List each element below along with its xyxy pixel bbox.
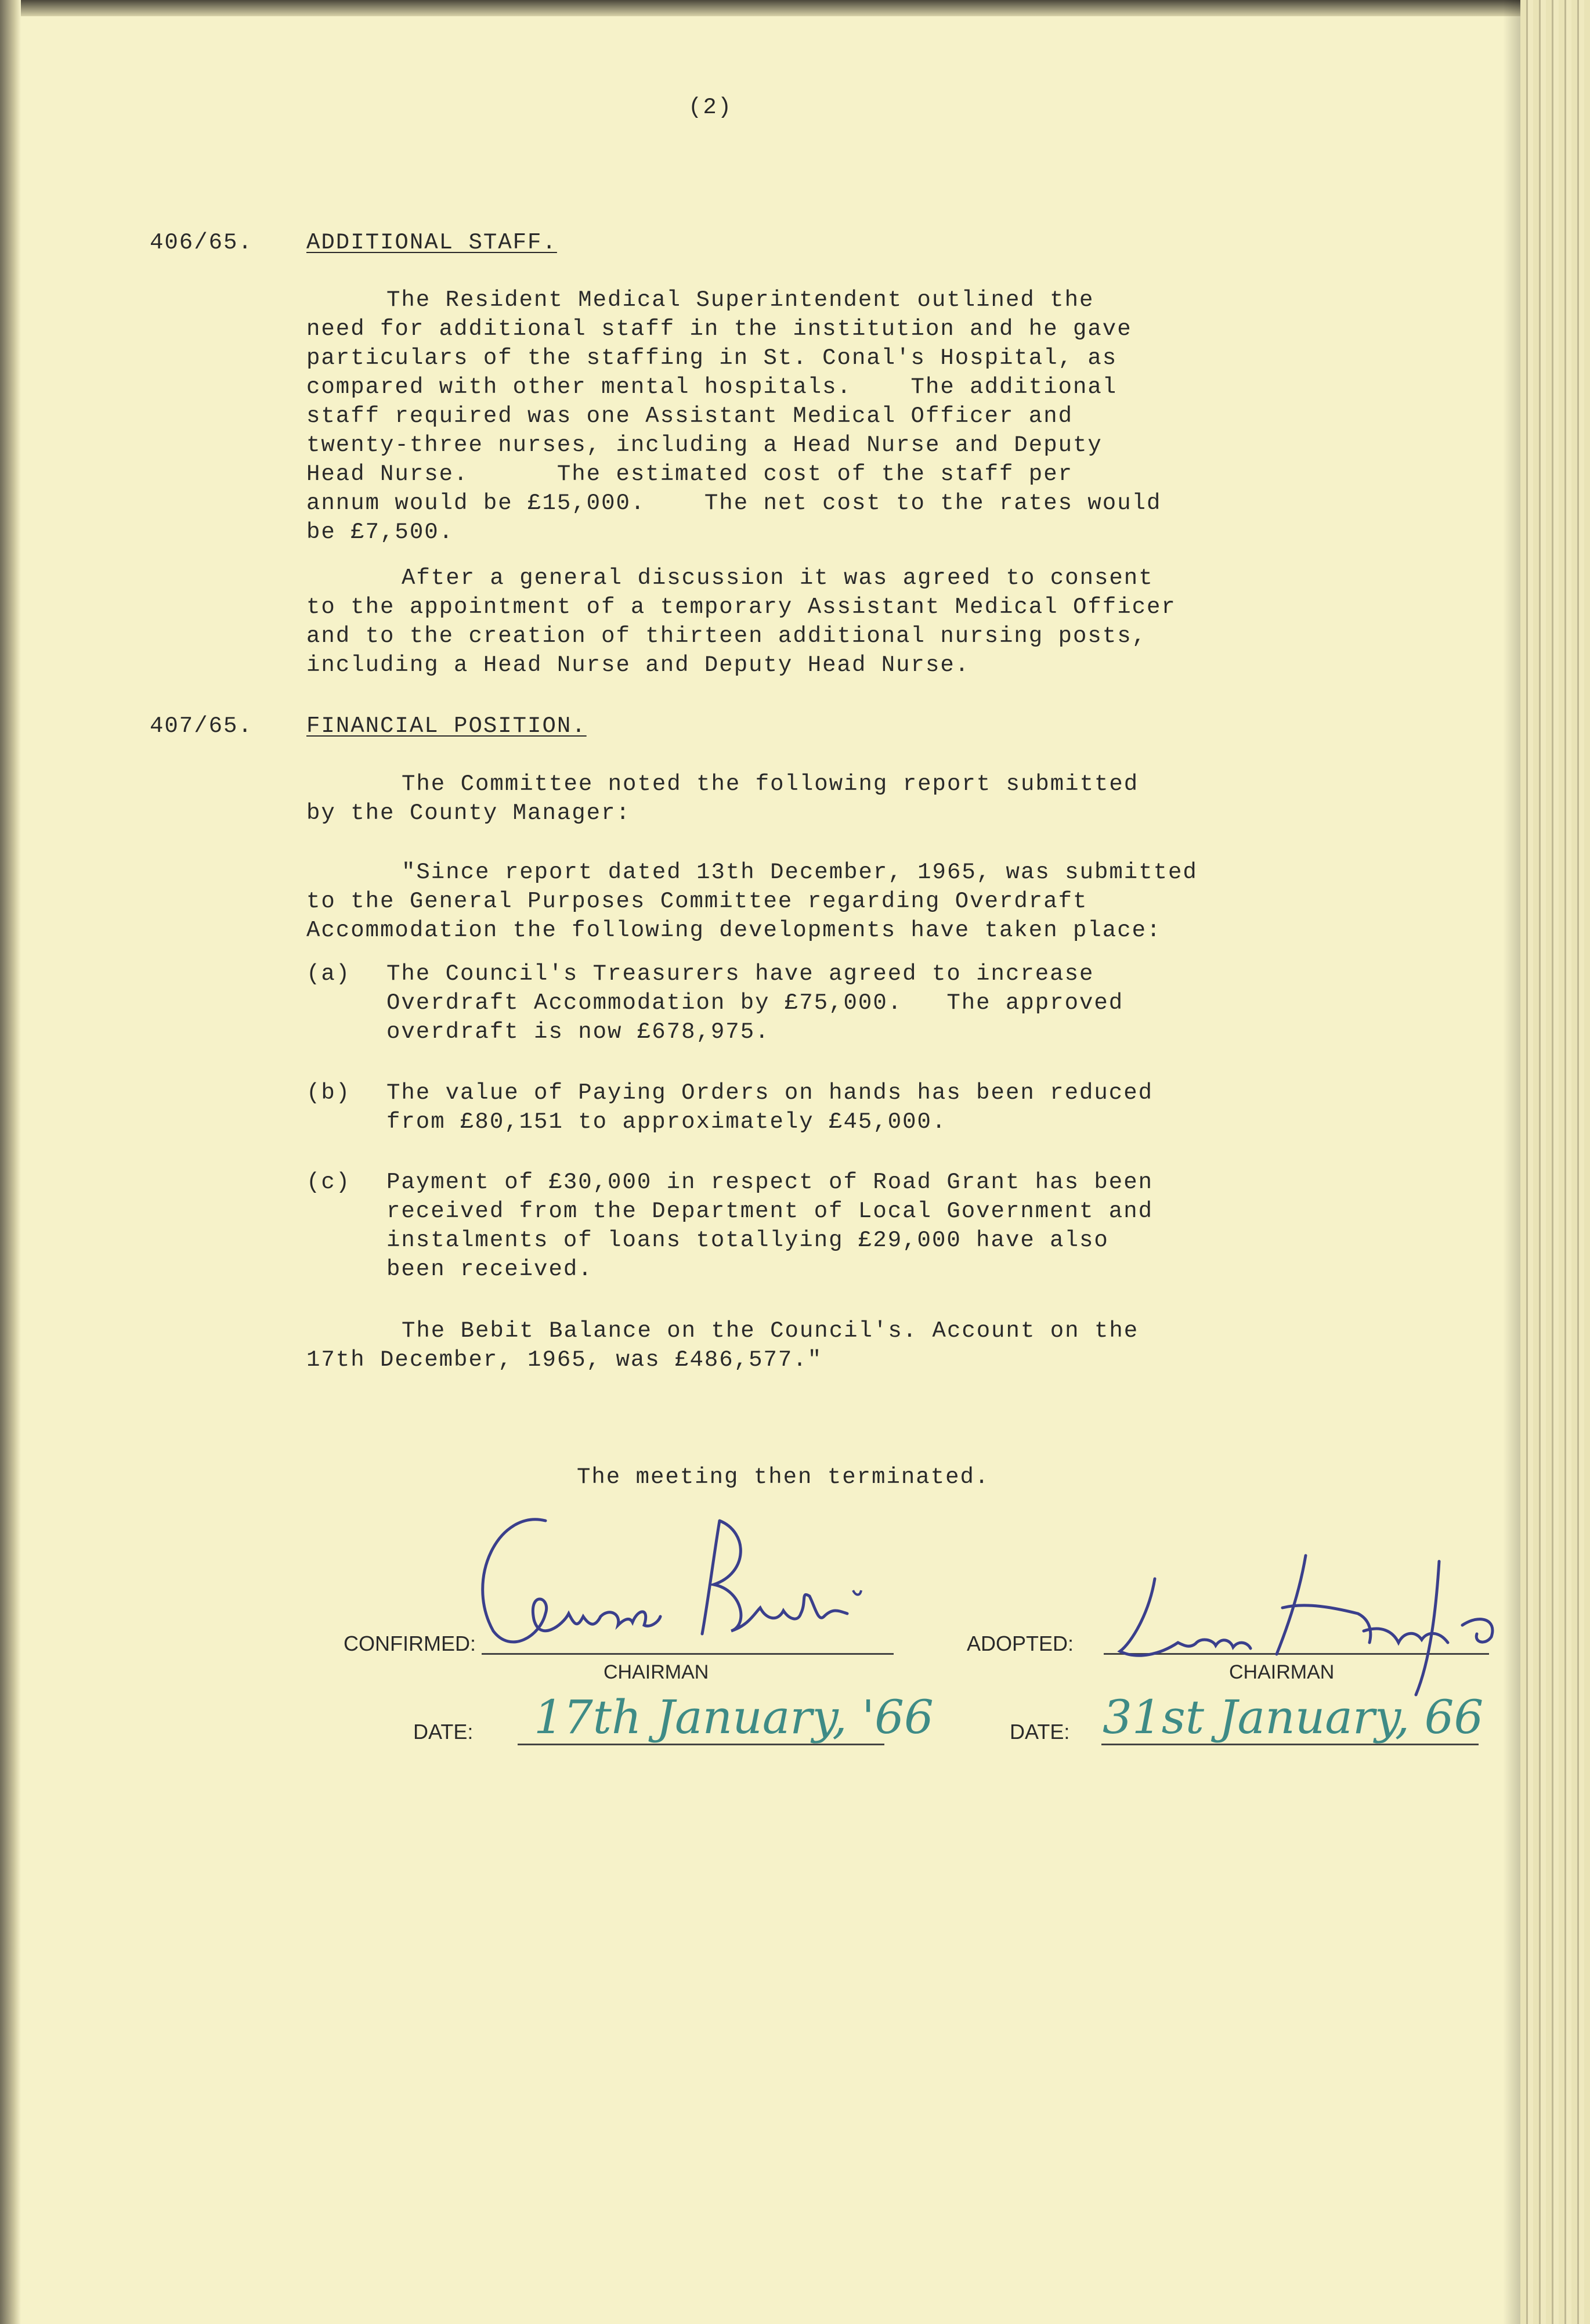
page-top-edge — [0, 0, 1590, 16]
heading-financial-position: FINANCIAL POSITION. — [306, 713, 587, 739]
item-number-406: 406/65. — [150, 230, 253, 255]
date-value-left: 17th January, '66 — [534, 1690, 934, 1744]
confirmed-label: CONFIRMED: — [344, 1632, 476, 1655]
chairman-label-left: CHAIRMAN — [604, 1661, 709, 1683]
date-label-left: DATE: — [413, 1720, 474, 1744]
page-stack-edges — [1520, 0, 1590, 2324]
item-number-407: 407/65. — [150, 713, 253, 739]
date-value-right: 31st January, 66 — [1103, 1690, 1484, 1744]
confirmed-signature — [476, 1509, 940, 1660]
chairman-label-right: CHAIRMAN — [1229, 1661, 1335, 1683]
adopted-label: ADOPTED: — [967, 1632, 1074, 1655]
book-binding — [0, 0, 21, 2324]
heading-additional-staff: ADDITIONAL STAFF. — [306, 230, 557, 255]
meeting-terminated: The meeting then terminated. — [577, 1464, 990, 1490]
date-label-right: DATE: — [1010, 1720, 1070, 1744]
page-edge-shadow — [1503, 0, 1520, 2324]
page-number: (2) — [688, 95, 733, 120]
document-page: (2) 406/65. ADDITIONAL STAFF. The Resident Medical Superintendent outlined the need for additional staff in the institution and he gave particulars of the staffing in St. Conal's Hospital, as compared with other mental hospitals. The additional staff required was one Assistant Medical Officer and twenty-three nurses, including a Head Nurse and Deputy Head Nurse. The estimated cost of the staff per annum would be £15,000. The net cost to the rates would be £7,500. After a general discussion it was agreed to consent to the appointment of a temporary Assistant Medical Officer and to the creation of thirteen additional nursing posts, including a Head Nurse and Deputy Head Nurse. 407/65. FINANCIAL POSITION. The Committee noted the following report submitted by the County Manager: "Since report dated 13th December, 1965, was submitted to the General Purposes Committee regarding Overdraft Accommodation the following developments have taken place: (a) The Council's Treasurers have agreed to increase Overdraft Accommodation by £75,000. The approved overdraft is now £678,975. (b) The value of Paying Orders on hands has been reduced from £80,151 to approximately £45,000. (c) Payment of £30,000 in respect of Road Grant has been received from the Department of Local Government and instalments of loans totallying £29,000 have also been received. The Bebit Balance on the Council's. Account on the 17th December, 1965, was £486,577." The meeting then terminated. CONFIRMED: CHAIRMAN ADOPTED: CHAIRMAN DATE: 17th January, '66 DATE: 31st January, 66 — [0, 0, 1590, 2324]
